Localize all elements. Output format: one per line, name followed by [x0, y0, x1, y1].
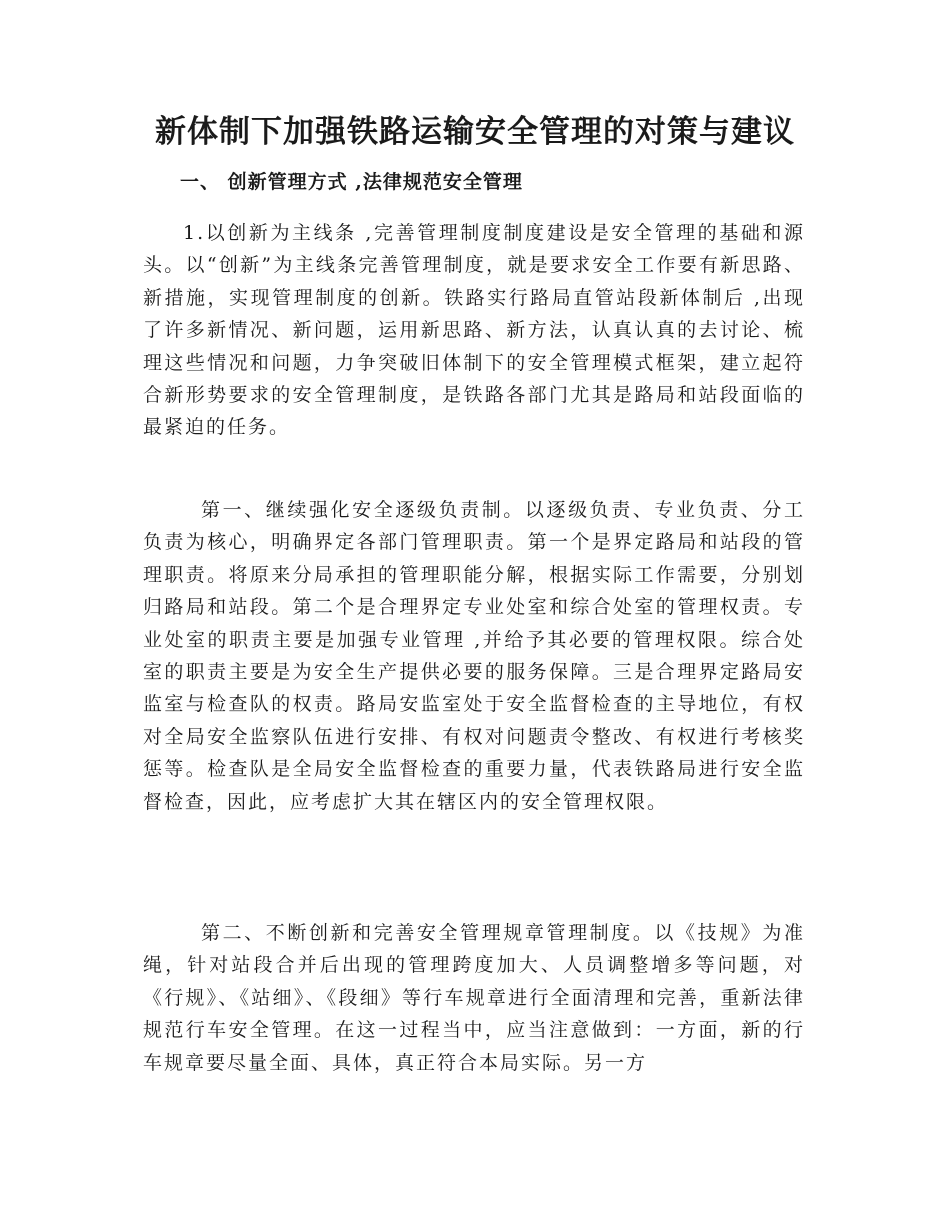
body-paragraph: 1.以创新为主线条 ,完善管理制度制度建设是安全管理的基础和源头。以“创新”为主线条完善管理制度，就是要求安全工作要有新思路、新措施，实现管理制度的创新。铁路实行路局直管站段新体制后 ,出现了许多新情况、新问题，运用新思路、新方法，认真认真的去讨论、梳理这些情况和问题，力争突破旧体制下的安全管理模式框架，建立起符合新形势要求的安全管理制度，是铁路各部门尤其是路局和站段面临的最紧迫的任务。: [143, 222, 805, 439]
body-paragraph: 第一、继续强化安全逐级负责制。以逐级负责、专业负责、分工负责为核心，明确界定各部门管理职责。第一个是界定路局和站段的管理职责。将原来分局承担的管理职能分解，根据实际工作需要，分别划归路局和站段。第二个是合理界定专业处室和综合处室的管理权责。专业处室的职责主要是加强专业管理 ,并给予其必要的管理权限。综合处室的职责主要是为安全生产提供必要的服务保障。三是合理界定路局安监室与检查队的权责。路局安监室处于安全监督检查的主导地位，有权对全局安全监察队伍进行安排、有权对问题责令整改、有权进行考核奖惩等。检查队是全局安全监督检查的重要力量，代表铁路局进行安全监督检查，因此，应考虑扩大其在辖区内的安全管理权限。: [143, 499, 805, 813]
section-heading: 一、 创新管理方式 ,法律规范安全管理: [180, 171, 523, 193]
body-paragraph: 第二、不断创新和完善安全管理规章管理制度。以《技规》为准绳，针对站段合并后出现的管理跨度加大、人员调整增多等问题，对《行规》、《站细》、《段细》等行车规章进行全面清理和完善，重新法律规范行车安全管理。在这一过程当中，应当注意做到：一方面，新的行车规章要尽量全面、具体，真正符合本局实际。另一方: [143, 922, 805, 1074]
document-title: 新体制下加强铁路运输安全管理的对策与建议: [155, 114, 795, 150]
